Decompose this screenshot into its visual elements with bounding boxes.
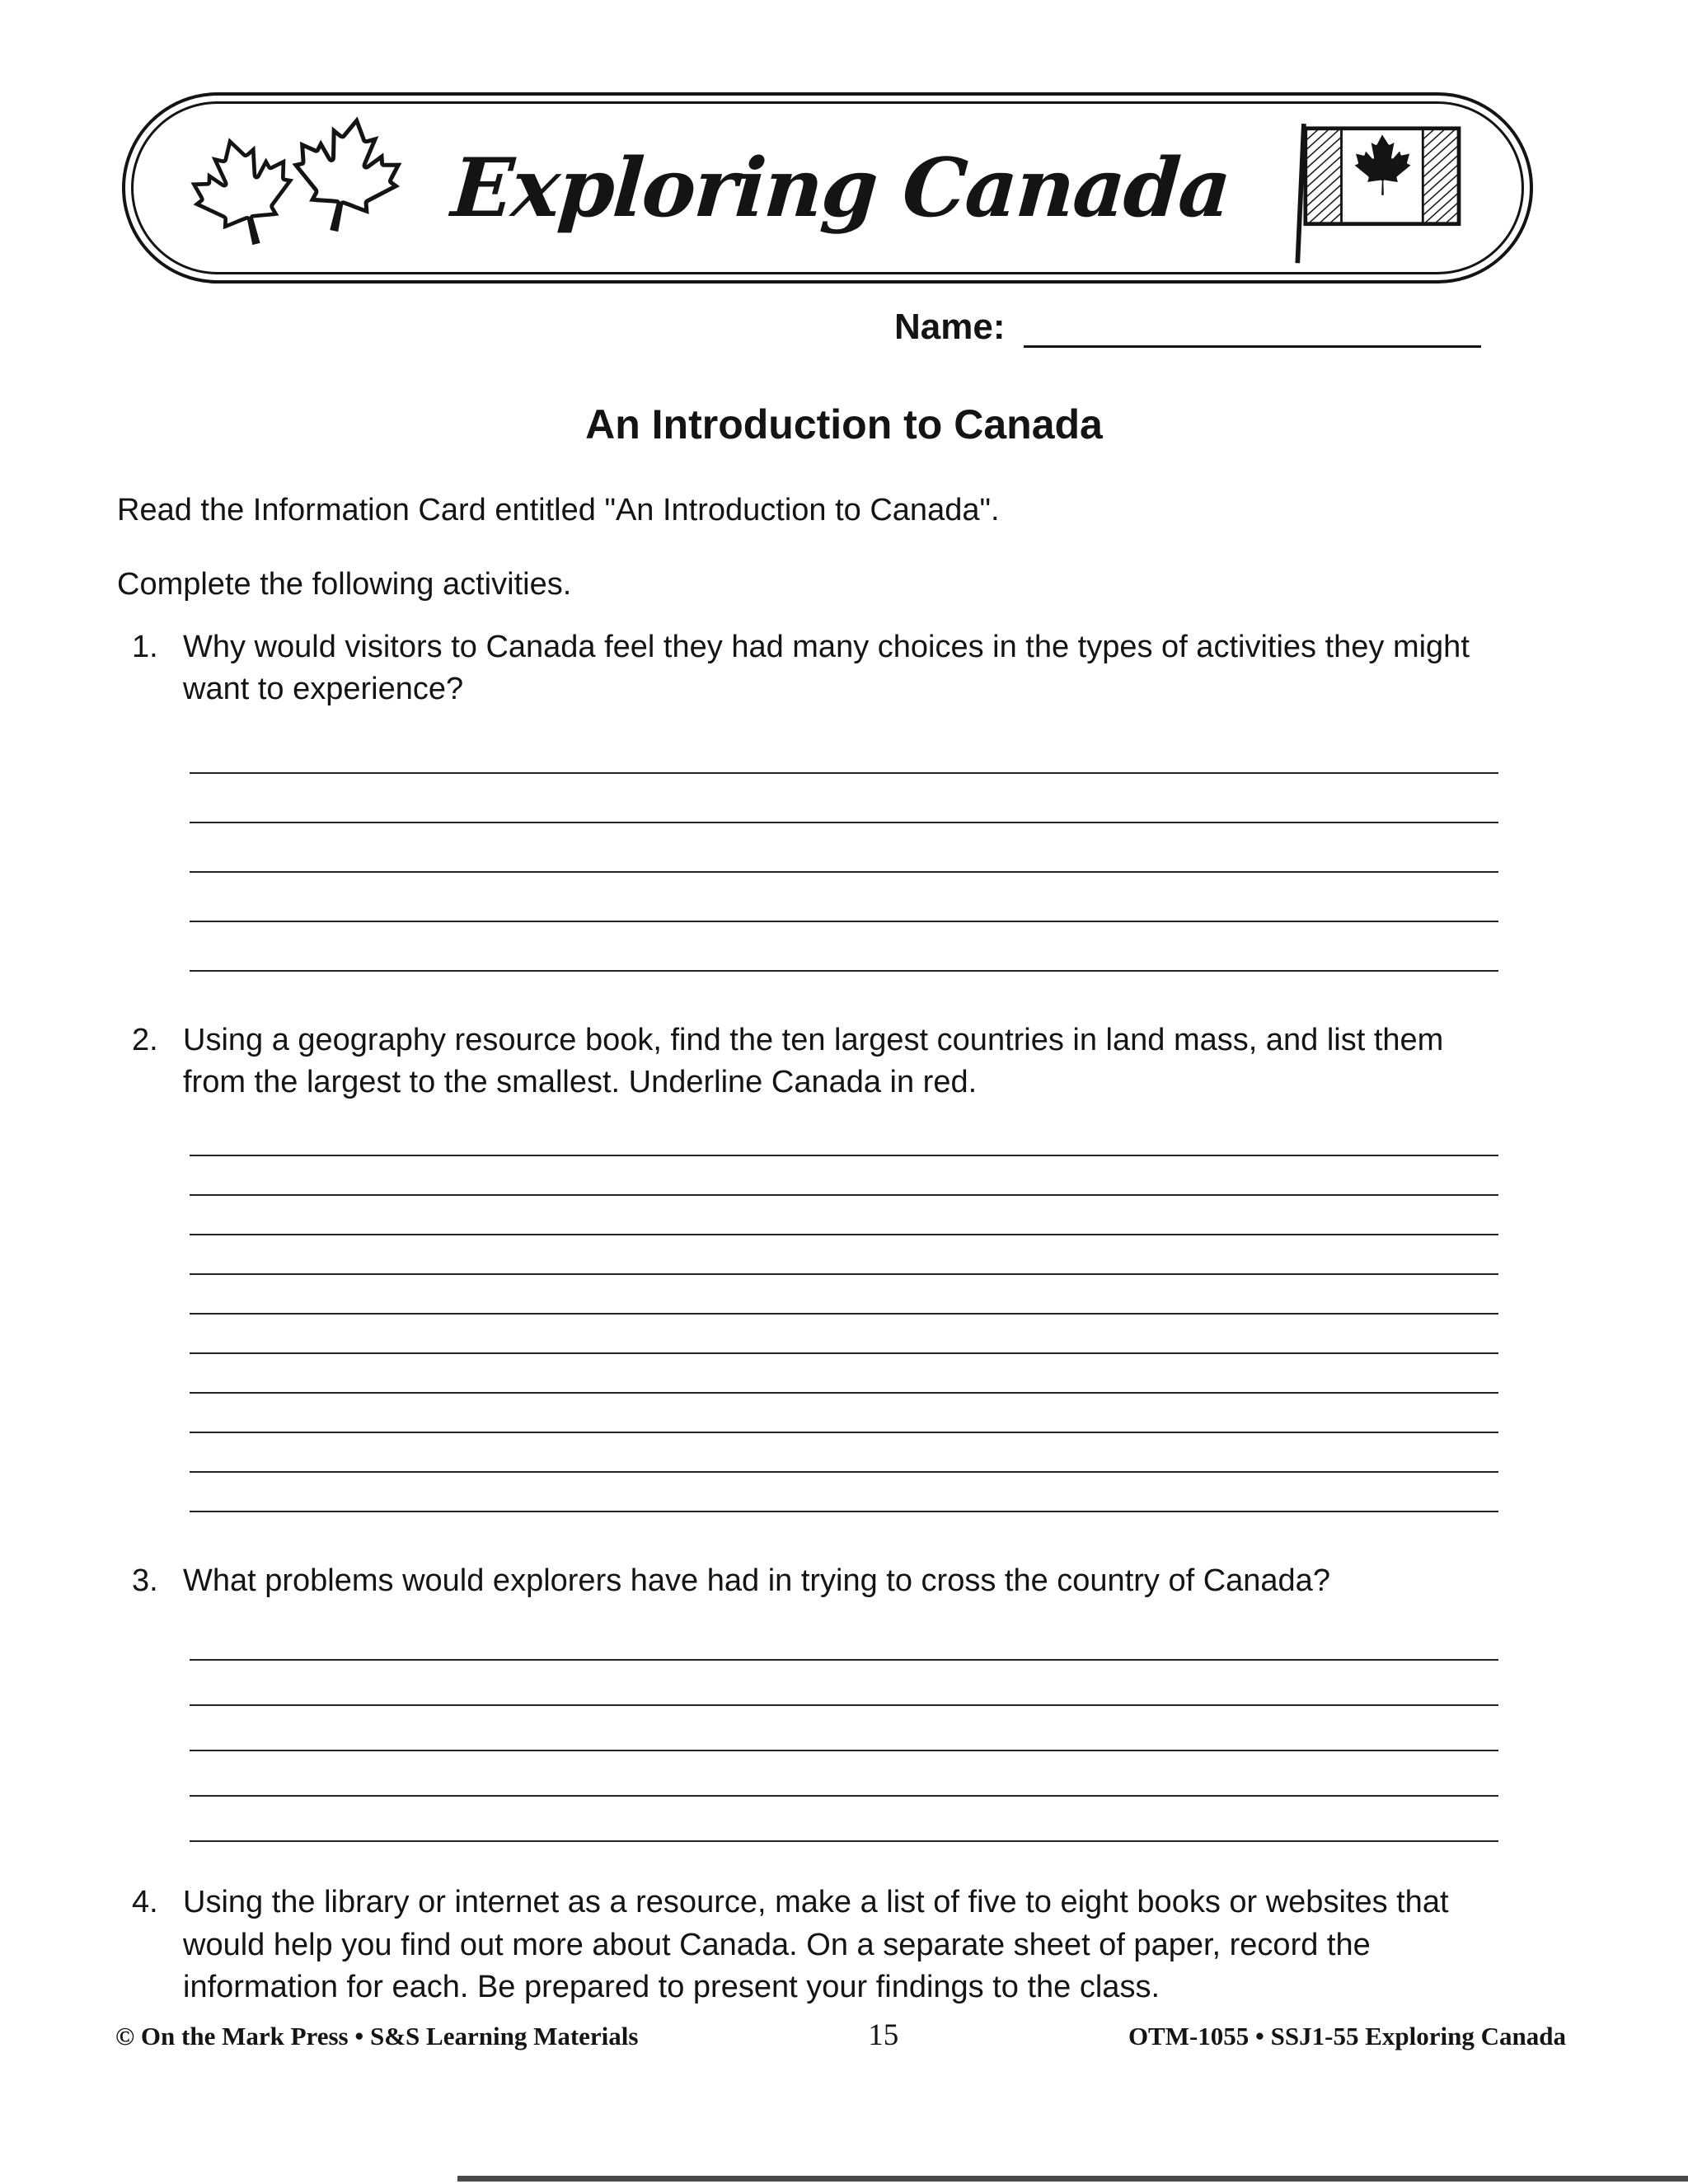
header-banner-inner [131, 101, 1524, 274]
answer-line [190, 1394, 1498, 1433]
question-item [132, 1882, 1498, 2008]
question-head [132, 1560, 1498, 1602]
answer-line [190, 1196, 1498, 1235]
scan-edge-artifact [457, 2176, 1688, 2182]
answer-line [190, 774, 1498, 823]
question-text: What problems would explorers have had in trying to cross the country of Canada? [183, 1563, 1330, 1599]
question-item [132, 626, 1498, 972]
answer-line [190, 1661, 1498, 1706]
page-number: 15 [868, 2018, 899, 2052]
answer-line [190, 823, 1498, 873]
question-text: Using a geography resource book, find the ten largest countries in land mass, and list them from the largest to the smallest. Underline Canada in red. [183, 1022, 1444, 1099]
footer-publisher: © On the Mark Press • S&S Learning Materials [115, 2022, 639, 2050]
answer-line [190, 724, 1498, 774]
answer-lines [190, 1615, 1498, 1842]
answer-line [190, 873, 1498, 922]
page-title: An Introduction to Canada [585, 401, 1103, 448]
answer-line [190, 1473, 1498, 1512]
name-label: Name: [894, 307, 1006, 347]
answer-line [190, 1433, 1498, 1473]
header-title: Exploring Canada [448, 140, 1233, 236]
answer-lines [190, 724, 1498, 972]
question-number: 4. [132, 1885, 158, 1920]
intro-instruction-1: Read the Information Card entitled "An Introduction to Canada". [117, 493, 1000, 527]
canada-flag-icon [1286, 110, 1475, 266]
questions [132, 626, 1498, 2008]
question-head [132, 1019, 1498, 1104]
name-row [894, 307, 1481, 348]
maple-leaves-icon [173, 114, 412, 262]
question-number: 3. [132, 1563, 158, 1599]
answer-lines [190, 1117, 1498, 1512]
question-item [132, 1019, 1498, 1513]
intro-instruction-2: Complete the following activities. [117, 567, 572, 602]
question-item [132, 1560, 1498, 1842]
question-text: Using the library or internet as a resource, make a list of five to eight books or websites that would help you find out more about Canada. On a separate sheet of paper, record the information for each. Be prepared to present your findings to the class. [183, 1885, 1449, 2005]
answer-line [190, 1354, 1498, 1394]
answer-line [190, 1315, 1498, 1354]
answer-line [190, 1706, 1498, 1751]
footer [115, 2018, 1566, 2053]
name-blank-line [1024, 309, 1481, 348]
answer-line [190, 1275, 1498, 1315]
header-banner [122, 92, 1533, 284]
answer-line [190, 1615, 1498, 1661]
answer-line [190, 1235, 1498, 1275]
footer-product-code: OTM-1055 • SSJ1-55 Exploring Canada [1128, 2022, 1566, 2050]
answer-line [190, 1797, 1498, 1842]
question-number: 2. [132, 1022, 158, 1057]
question-head [132, 1882, 1498, 2008]
answer-line [190, 1751, 1498, 1797]
question-text: Why would visitors to Canada feel they had many choices in the types of activities they might want to experience? [183, 630, 1470, 707]
question-number: 1. [132, 630, 158, 664]
question-head [132, 626, 1498, 711]
answer-line [190, 1117, 1498, 1156]
answer-line [190, 1156, 1498, 1196]
answer-line [190, 922, 1498, 972]
